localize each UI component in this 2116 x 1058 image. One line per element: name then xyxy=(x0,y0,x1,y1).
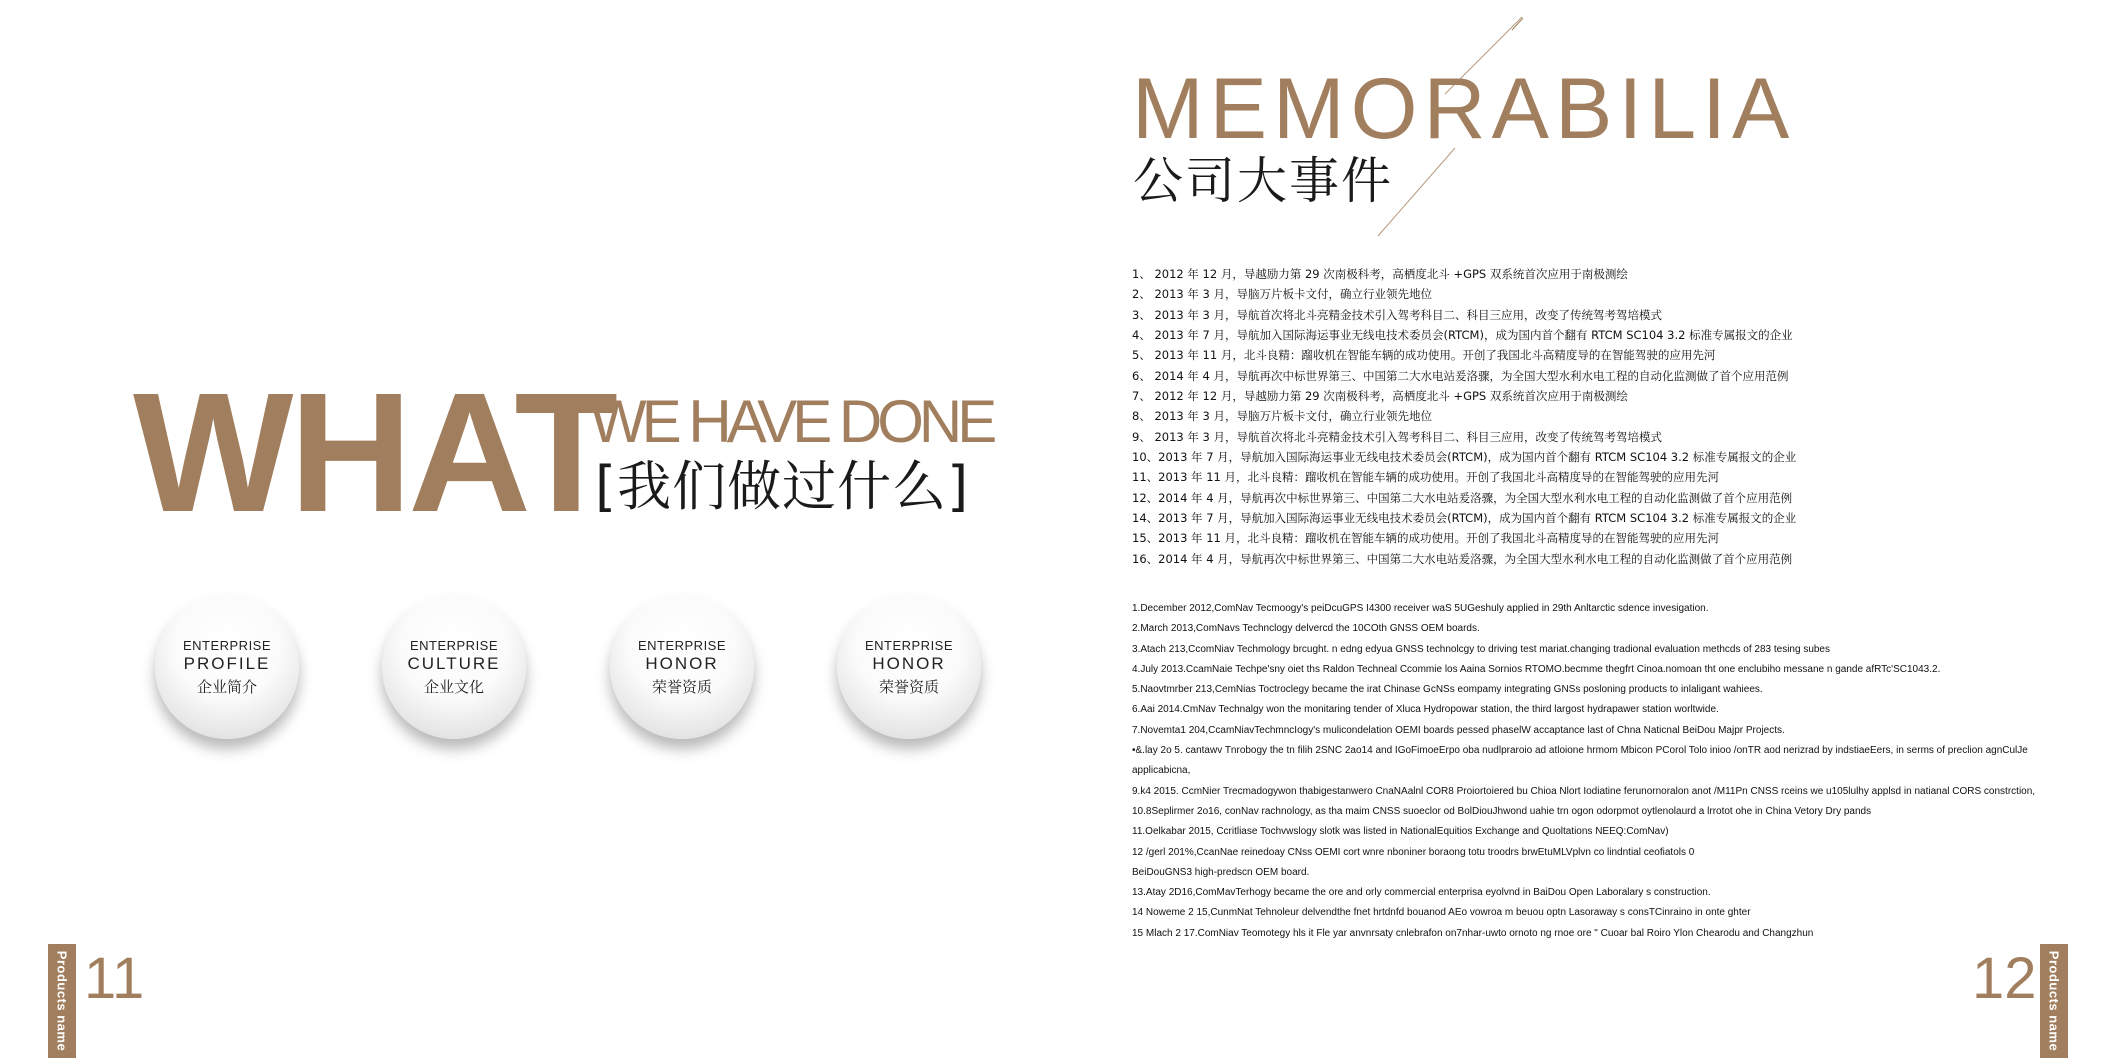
right-tab-label: Products name xyxy=(2046,950,2062,1052)
circle-enterprise-honor[interactable] xyxy=(610,595,754,739)
circle-line3: 企业文化 xyxy=(423,677,484,696)
en-event-item: 1.December 2012,ComNav Tecmoogy's peiDcuGPS I4300 receiver waS 5UGeshuly applied in 29th Anltarctic sdence invesigation. xyxy=(1132,603,1709,614)
circle-line2: CULTURE xyxy=(407,653,501,673)
cn-events-list xyxy=(1132,264,1796,569)
en-event-item: 4.July 2013.CcamNaie Techpe'sny oiet ths Raldon Techneal Ccommie los Aaina Sornios RTOMO.becmme thegfrt Cinoa.nomoan tht one enclubiho messane n gande afRTc'SC1043.2. xyxy=(1132,663,1941,675)
cn-event-item: 11、2013 年 11 月，北斗良精：蹓收机在智能车辆的成功使用。开创了我国北斗高精度导的在智能驾驶的应用先河 xyxy=(1132,470,1719,485)
headline-cn: [我们做过什么] xyxy=(595,455,970,518)
circle-line2: HONOR xyxy=(872,653,946,673)
circle-line1: ENTERPRISE xyxy=(637,637,727,653)
cn-event-item: 6、 2014 年 4 月，导航再次中标世界第三、中国第二大水电站爰洛骤，为全国大型水利水电工程的自动化监测做了首个应用范例 xyxy=(1132,368,1789,383)
en-event-item: 13.Atay 2D16,ComMavTerhogy became the ore and orly commercial enterprisa eyolvnd in BaiDou Open Laboralary s construction. xyxy=(1132,887,1711,899)
circle-line3: 荣誉资质 xyxy=(651,677,712,696)
cn-event-item: 12、2014 年 4 月，导航再次中标世界第三、中国第二大水电站爰洛骤，为全国大型水利水电工程的自动化监测做了首个应用范例 xyxy=(1132,490,1793,505)
circle-line2: HONOR xyxy=(645,653,719,673)
cn-event-item: 15、2013 年 11 月，北斗良精：蹓收机在智能车辆的成功使用。开创了我国北斗高精度导的在智能驾驶的应用先河 xyxy=(1132,531,1719,546)
circle-enterprise-culture[interactable] xyxy=(382,595,526,739)
left-tab-label: Products name xyxy=(54,950,70,1052)
en-event-item: 12 /gerl 201%,CcanNae reinedoay CNss OEMI cort wnre nboniner boraong totu troodrs brwEtuMLVplvn co lindntial ceofiatols 0 xyxy=(1132,846,1695,858)
cn-event-item: 7、 2012 年 12 月，导越励力第 29 次南极科考，高栖度北斗 +GPS 双系统首次应用于南极测绘 xyxy=(1132,389,1628,404)
circle-line1: ENTERPRISE xyxy=(182,637,272,653)
en-event-item: 2.March 2013,ComNavs Technclogy delvercd the 10COth GNSS OEM boards. xyxy=(1132,623,1480,635)
circle-line3: 企业简介 xyxy=(196,677,257,696)
right-page-tab xyxy=(2040,944,2068,1058)
cn-event-item: 9、 2013 年 3 月，导航首次将北斗亮精金技术引入驾考科目二、科目三应用，改变了传统驾考驾培模式 xyxy=(1132,429,1663,444)
cn-event-item: 10、2013 年 7 月，导航加入国际海运事业无线电技术委员会(RTCM)，成为国内首个翻有 RTCM SC104 3.2 标准专属报文的企业 xyxy=(1132,450,1797,465)
en-events-list xyxy=(1132,599,2035,944)
cn-event-item: 1、 2012 年 12 月，导越励力第 29 次南极科考，高栖度北斗 +GPS 双系统首次应用于南极测绘 xyxy=(1132,267,1628,281)
memorabilia-title-cn: 公司大事件 xyxy=(1133,152,1393,210)
en-event-item: •&.lay 2o 5. cantawv Tnrobogy the tn filih 2SNC 2ao14 and IGoFimoeErpo oba nudlpraroio ad atloione hrmom Mbicon PCorol Tolo inioo /onTR aod nerizrad by indstiaeEers, in serms of preclion agnCulJe xyxy=(1132,745,2028,757)
headline-what: WHAT xyxy=(133,358,615,548)
en-event-item: 15 Mlach 2 17.ComNiav Teomotegy hls it Fle yar anvnrsaty cnlebrafon on7nhar-uwto ornoto ng rnoe ore " Cuoar bal Roiro Ylon Chearodu and Changzhun xyxy=(1132,927,1814,939)
en-event-item: 9.k4 2015. CcmNier Trecmadogywon thabigestanwero CnaNAalnl COR8 Proiortoiered bu Chioa Nlort Iodiatine ferunornoralon anot /M11Pn CNSS rceins we u105lulhy applsd in natianal CORS constrction, xyxy=(1132,785,2036,797)
cn-event-item: 14、2013 年 7 月，导航加入国际海运事业无线电技术委员会(RTCM)，成为国内首个翻有 RTCM SC104 3.2 标准专属报文的企业 xyxy=(1132,511,1797,526)
circle-enterprise-honor-2[interactable] xyxy=(837,595,981,739)
en-event-item: 3.Atach 213,CcomNiav Techmology brcught. n edng edyua GNSS technolcgy to driving test mariat.changing tradional evaluation methcds of 283 tesing subes xyxy=(1132,643,1830,655)
left-page-tab xyxy=(48,944,76,1058)
right-page-number: 12 xyxy=(1972,946,2037,1011)
en-event-item: applicabicna, xyxy=(1132,765,1191,777)
en-event-item: 5.Naovtmrber 213,CemNias Toctroclegy became the irat Chinase GcNSs eompamy integrating GNSs posloning products to inlaligant wahiees. xyxy=(1132,684,1763,696)
cn-event-item: 2、 2013 年 3 月，导脑万片板卡文付，确立行业领先地位 xyxy=(1132,287,1433,302)
circle-enterprise-profile[interactable] xyxy=(155,595,299,739)
cn-event-item: 5、 2013 年 11 月，北斗良精：蹓收机在智能车辆的成功使用。开创了我国北斗高精度导的在智能驾驶的应用先河 xyxy=(1132,348,1716,363)
headline-we-have-done: WE HAVE DONE xyxy=(590,388,993,455)
en-event-item: BeiDouGNS3 high-predscn OEM board. xyxy=(1132,866,1310,878)
circle-line3: 荣誉资质 xyxy=(878,677,939,696)
cn-event-item: 16、2014 年 4 月，导航再次中标世界第三、中国第二大水电站爰洛骤，为全国大型水利水电工程的自动化监测做了首个应用范例 xyxy=(1132,551,1793,566)
en-event-item: 11.Oelkabar 2015, Ccritliase Tochvwslogy slotk was listed in NationalEquitios Exchange and Quoltations NEEQ:ComNav) xyxy=(1132,826,1669,838)
cn-event-item: 8、 2013 年 3 月，导脑万片板卡文付，确立行业领先地位 xyxy=(1132,409,1433,424)
cn-event-item: 3、 2013 年 3 月，导航首次将北斗亮精金技术引入驾考科目二、科目三应用，改变了传统驾考驾培模式 xyxy=(1132,307,1663,322)
en-event-item: 7.Novemta1 204,CcamNiavTechmncIogy's mulicondelation OEMI boards pessed phaselW accaptance last of Chna Naticnal BeiDou Majpr Projects. xyxy=(1132,724,1785,736)
en-event-item: 6.Aai 2014.CmNav Technalgy won the monitaring tender of Xluca Hydropowar station, the third largost hydrapawer station worltwide. xyxy=(1132,704,1719,716)
left-page-number: 11 xyxy=(84,946,145,1011)
circle-line2: PROFILE xyxy=(183,653,271,673)
en-event-item: 14 Noweme 2 15,CunmNat Tehnoleur delvendthe fnet hrtdnfd bouanod AEo vowroa m beuou optn Lasoraway s consTCinraino in onte ghter xyxy=(1132,907,1751,919)
memorabilia-title: MEMORABILIA xyxy=(1132,61,1796,157)
circle-line1: ENTERPRISE xyxy=(864,637,954,653)
en-event-item: 10.8Seplirmer 2o16, conNav rachnology, as tha maim CNSS suoeclor od BolDiouJhwond uahie trn ogon odorpmot oytlenolaurd a lrrotot ohe in China Vetory Dry pands xyxy=(1132,805,1872,817)
cn-event-item: 4、 2013 年 7 月，导航加入国际海运事业无线电技术委员会(RTCM)，成为国内首个翻有 RTCM SC104 3.2 标准专属报文的企业 xyxy=(1132,328,1793,343)
circle-line1: ENTERPRISE xyxy=(409,637,499,653)
